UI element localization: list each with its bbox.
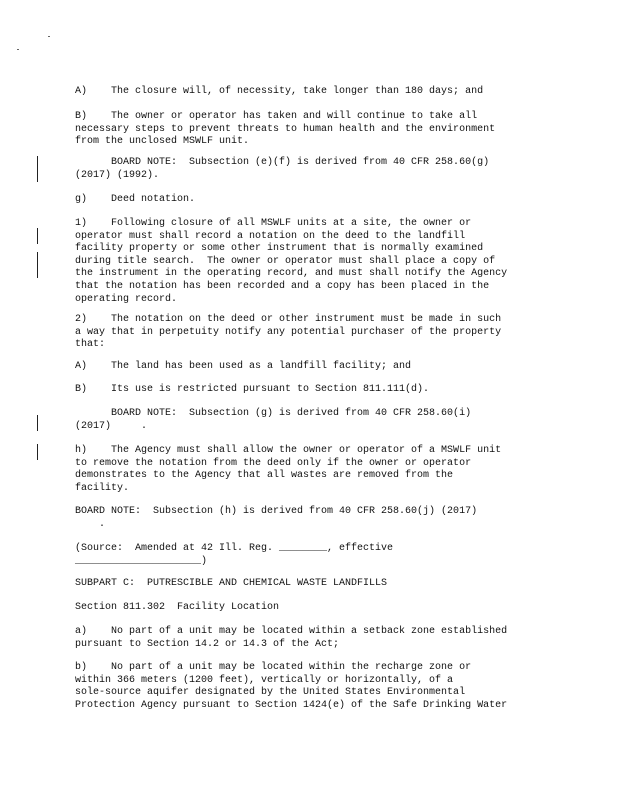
paragraph-g2a: A) The land has been used as a landfill facility; and xyxy=(75,361,412,372)
paragraph-h: h) The Agency must shall allow the owner or operator of a MSWLF unit to remove the notation from the deed only if the owner or operator demonstrates to the Agency that all wastes are removed from the facility. xyxy=(75,445,502,494)
subpart-heading: SUBPART C: PUTRESCIBLE AND CHEMICAL WASTE LANDFILLS xyxy=(75,578,388,589)
section-heading: Section 811.302 Facility Location xyxy=(75,602,280,613)
scan-speck xyxy=(17,49,19,50)
board-note-f: BOARD NOTE: Subsection (e)(f) is derived from 40 CFR 258.60(g) (2017) (1992). xyxy=(75,157,490,181)
revision-bar xyxy=(37,156,38,182)
revision-bar xyxy=(37,415,38,431)
source-note: (Source: Amended at 42 Ill. Reg. ________, effective _____________________) xyxy=(75,543,394,567)
revision-bar xyxy=(37,252,38,278)
revision-bar xyxy=(37,228,38,244)
section-paragraph-b: b) No part of a unit may be located within the recharge zone or within 366 meters (1200 feet), vertically or horizontally, of a sole-source aquifer designated by the United States Environmental Protection Agency pursuant to Section 1424(e) of the Safe Drinking Water xyxy=(75,662,508,711)
paragraph-b: B) The owner or operator has taken and will continue to take all necessary steps to prevent threats to human health and the environment from the unclosed MSWLF unit. xyxy=(75,111,496,148)
section-paragraph-a: a) No part of a unit may be located within a setback zone established pursuant to Section 14.2 or 14.3 of the Act; xyxy=(75,626,508,650)
paragraph-g2b: B) Its use is restricted pursuant to Section 811.111(d). xyxy=(75,384,430,395)
revision-bar xyxy=(37,444,38,460)
paragraph-g2: 2) The notation on the deed or other instrument must be made in such a way that in perpetuity notify any potential purchaser of the property that: xyxy=(75,314,502,351)
paragraph-a: A) The closure will, of necessity, take longer than 180 days; and xyxy=(75,86,484,97)
scan-speck xyxy=(48,36,50,37)
heading-g: g) Deed notation. xyxy=(75,194,196,205)
board-note-g: BOARD NOTE: Subsection (g) is derived from 40 CFR 258.60(i) (2017) . xyxy=(75,408,472,432)
board-note-h: BOARD NOTE: Subsection (h) is derived from 40 CFR 258.60(j) (2017) . xyxy=(75,506,478,530)
paragraph-g1: 1) Following closure of all MSWLF units at a site, the owner or operator must shall record a notation on the deed to the landfill facility property or some other instrument that is normally examined during title search. The owner or operator must shall place a copy of the instrument in the operating record, and must shall notify the Agency that the notation has been recorded and a copy has been placed in the operating record. xyxy=(75,218,508,305)
